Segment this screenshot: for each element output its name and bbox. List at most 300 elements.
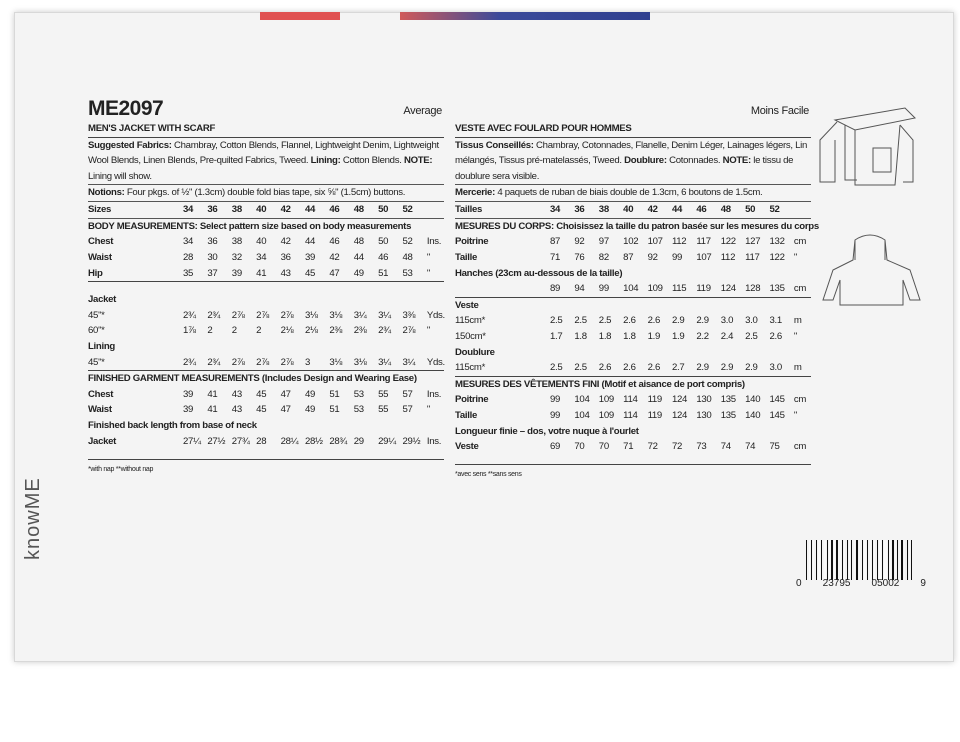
value-cell: 135 — [769, 283, 785, 295]
barcode-number — [796, 578, 926, 589]
value-cell: 3 — [304, 356, 310, 368]
row-label: Taille — [455, 252, 478, 264]
paragraph-text: 4 paquets de ruban de biais double de 1.3cm, 6 boutons de 1.5cm. — [494, 187, 763, 199]
value-cell: 140 — [745, 409, 761, 421]
barcode-bar — [842, 540, 843, 580]
value-cell: 109 — [647, 283, 663, 295]
barcode-bar — [890, 540, 891, 580]
value-cell: 3.0 — [720, 315, 734, 327]
value-cell: 3¼ — [378, 309, 391, 321]
measurement-row — [88, 265, 444, 282]
value-cell: 2¾ — [207, 309, 221, 321]
value-cell: 140 — [745, 394, 761, 406]
value-cell: 2.5 — [574, 315, 587, 327]
value-cell: 122 — [720, 236, 736, 248]
barcode-bar — [907, 540, 908, 580]
barcode-bar — [901, 540, 903, 580]
value-cell: 99 — [550, 394, 561, 406]
paragraph-label: Doublure: — [621, 155, 667, 167]
value-cell: 38 — [231, 204, 242, 216]
value-cell: 2.5 — [550, 362, 563, 374]
barcode-bar — [877, 540, 878, 580]
barcode-bar — [874, 540, 875, 580]
measurement-row — [455, 313, 811, 329]
value-cell: 130 — [696, 409, 712, 421]
value-cell: 3⅜ — [402, 309, 416, 321]
barcode-bar — [844, 540, 846, 580]
barcode-bar — [888, 540, 889, 580]
barcode-bar — [806, 540, 807, 580]
value-cell: 2.2 — [696, 331, 709, 343]
value-cell: 28½ — [304, 435, 323, 447]
measurement-row — [88, 387, 444, 403]
value-cell: 2⅞ — [402, 325, 416, 337]
barcode-bar — [813, 540, 814, 580]
value-cell: 27½ — [207, 435, 226, 447]
section-heading: MESURES DES VÊTEMENTS FINI (Motif et aisance de port compris) — [455, 378, 745, 390]
footnote: *with nap **without nap — [88, 465, 154, 473]
section-heading: MESURES DU CORPS: Choisissez la taille du patron basée sur les mesures du corps — [455, 220, 819, 232]
value-cell: 2.6 — [623, 315, 636, 327]
value-cell: 72 — [647, 441, 658, 453]
value-cell: 27¼ — [183, 435, 201, 447]
value-cell: 52 — [769, 204, 780, 216]
value-cell: 45 — [304, 267, 316, 279]
measurement-row — [88, 250, 444, 266]
value-cell: 53 — [353, 388, 364, 400]
value-cell: 112 — [671, 236, 687, 248]
value-cell: 28 — [183, 252, 194, 264]
value-cell: 51 — [329, 404, 340, 416]
value-cell: 40 — [256, 204, 267, 216]
color-strip — [400, 12, 650, 20]
value-cell: 36 — [207, 204, 218, 216]
value-cell: 35 — [183, 267, 194, 279]
value-cell: 2.6 — [647, 362, 660, 374]
value-cell: 28 — [256, 435, 267, 447]
section-heading: Hanches (23cm au-dessous de la taille) — [455, 267, 623, 279]
value-cell: 69 — [550, 441, 561, 453]
value-cell: 2¾ — [207, 356, 221, 368]
unit-label: Ins. — [426, 435, 442, 447]
value-cell: 117 — [745, 252, 760, 264]
value-cell: 3⅛ — [329, 309, 343, 321]
value-cell: 2.5 — [598, 315, 612, 327]
barcode-bar — [895, 540, 896, 580]
section-heading: VESTE AVEC FOULARD POUR HOMMES — [455, 121, 811, 138]
unit-label: Ins. — [426, 388, 442, 400]
barcode-digit: 0 — [796, 578, 802, 589]
value-cell: 46 — [329, 204, 340, 216]
value-cell: 49 — [353, 267, 364, 279]
value-cell: 2.6 — [623, 362, 636, 374]
value-cell: 107 — [647, 236, 663, 248]
value-cell: 2⅛ — [304, 325, 318, 337]
paragraph-label: NOTE: — [720, 155, 751, 167]
value-cell: 71 — [623, 441, 634, 453]
value-cell: 2¾ — [183, 356, 196, 368]
value-cell: 3.0 — [769, 362, 782, 374]
value-cell: 130 — [696, 394, 712, 406]
value-cell: 44 — [304, 236, 316, 248]
value-cell: 47 — [280, 388, 291, 400]
value-cell: 46 — [696, 204, 707, 216]
value-cell: 73 — [696, 441, 707, 453]
unit-label: " — [793, 409, 798, 421]
value-cell: 48 — [402, 252, 413, 264]
row-label: Waist — [88, 404, 112, 416]
value-cell: 50 — [378, 204, 389, 216]
unit-label: " — [793, 331, 798, 343]
value-cell: 3¼ — [353, 309, 367, 321]
row-label: Tailles — [455, 204, 483, 216]
unit-label: cm — [793, 394, 807, 406]
barcode-bar — [809, 540, 810, 580]
info-paragraph — [455, 185, 811, 202]
paragraph-text: Cotton Blends. — [340, 155, 402, 167]
barcode-bar — [897, 540, 898, 580]
value-cell: 43 — [280, 267, 291, 279]
value-cell: 34 — [256, 252, 267, 264]
value-cell: 2.9 — [745, 362, 758, 374]
value-cell: 49 — [304, 388, 316, 400]
value-cell: 75 — [769, 441, 780, 453]
paragraph-label: NOTE: — [401, 155, 433, 167]
value-cell: 46 — [329, 236, 340, 248]
value-cell: 41 — [256, 267, 267, 279]
measurement-row — [455, 329, 811, 345]
value-cell: 2¾ — [183, 309, 196, 321]
section-heading: Jacket — [88, 294, 117, 306]
value-cell: 2⅞ — [280, 309, 294, 321]
value-cell: 122 — [769, 252, 785, 264]
unit-label: cm — [793, 283, 807, 295]
value-cell: 40 — [256, 236, 267, 248]
value-cell: 28¾ — [329, 435, 348, 447]
unit-label: " — [426, 267, 431, 279]
row-label: Poitrine — [455, 236, 489, 248]
row-label: 150cm* — [455, 331, 486, 343]
barcode-bar — [824, 540, 826, 580]
value-cell: 2.5 — [574, 362, 587, 374]
value-cell: 109 — [598, 394, 614, 406]
value-cell: 119 — [647, 409, 662, 421]
barcode-bar — [882, 540, 883, 580]
value-cell: 135 — [720, 394, 736, 406]
barcode-bar — [856, 540, 858, 580]
value-cell: 36 — [207, 236, 218, 248]
value-cell: 53 — [353, 404, 364, 416]
row-label: Waist — [88, 252, 112, 264]
value-cell: 38 — [231, 236, 242, 248]
row-label: Chest — [88, 388, 114, 400]
value-cell: 119 — [696, 283, 711, 295]
value-cell: 117 — [696, 236, 711, 248]
value-cell: 72 — [671, 441, 683, 453]
paragraph-label: Tissus Conseillés: — [455, 139, 534, 151]
barcode-digit: 9 — [920, 578, 926, 589]
value-cell: 145 — [769, 394, 785, 406]
value-cell: 104 — [574, 394, 590, 406]
measurement-row — [455, 408, 811, 424]
divider — [88, 459, 444, 460]
value-cell: 53 — [402, 267, 413, 279]
value-cell: 45 — [256, 388, 267, 400]
barcode-bar — [849, 540, 850, 580]
value-cell: 48 — [720, 204, 731, 216]
value-cell: 37 — [207, 267, 218, 279]
value-cell: 135 — [720, 409, 736, 421]
value-cell: 2 — [207, 325, 213, 337]
unit-label: cm — [793, 236, 807, 248]
barcode-bar — [854, 540, 856, 580]
value-cell: 2.6 — [769, 331, 782, 343]
value-cell: 39 — [304, 252, 316, 264]
value-cell: 70 — [574, 441, 585, 453]
barcode-bar — [827, 540, 828, 580]
measurement-row — [88, 308, 444, 324]
value-cell: 132 — [769, 236, 785, 248]
value-cell: 115 — [671, 283, 687, 295]
value-cell: 70 — [598, 441, 609, 453]
barcode-bar — [836, 540, 838, 580]
value-cell: 38 — [598, 204, 609, 216]
barcode-bar — [840, 540, 841, 580]
value-cell: 55 — [378, 388, 389, 400]
value-cell: 39 — [183, 388, 194, 400]
barcode-bar — [872, 540, 874, 580]
value-cell: 114 — [623, 394, 638, 406]
value-cell: 2.5 — [745, 331, 758, 343]
color-strip — [260, 12, 340, 20]
value-cell: 128 — [745, 283, 761, 295]
difficulty-level: Average — [403, 105, 442, 117]
paragraph-text: Chambray, Cotonnades, Flanelle, Denim Léger, Lainages légers, Lin mélangés, Tissus pré-matelassés, Tweed. — [455, 139, 808, 167]
value-cell: 45 — [256, 404, 267, 416]
unit-label: " — [426, 252, 431, 264]
value-cell: 2 — [256, 325, 262, 337]
value-cell: 48 — [353, 236, 364, 248]
value-cell: 87 — [623, 252, 634, 264]
value-cell: 76 — [574, 252, 585, 264]
value-cell: 34 — [550, 204, 561, 216]
value-cell: 41 — [207, 404, 218, 416]
value-cell: 3.1 — [769, 315, 782, 327]
value-cell: 27¾ — [231, 435, 250, 447]
section-heading: Veste — [455, 299, 479, 311]
value-cell: 47 — [280, 404, 291, 416]
value-cell: 97 — [598, 236, 609, 248]
value-cell: 41 — [207, 388, 218, 400]
row-label: 115cm* — [455, 315, 486, 327]
value-cell: 114 — [623, 409, 638, 421]
section-heading: Longueur finie – dos, votre nuque à l'ourlet — [455, 425, 639, 437]
value-cell: 2.9 — [696, 362, 709, 374]
value-cell: 2.4 — [720, 331, 734, 343]
value-cell: 36 — [574, 204, 585, 216]
value-cell: 2.5 — [550, 315, 563, 327]
value-cell: 109 — [598, 409, 614, 421]
value-cell: 50 — [378, 236, 389, 248]
paragraph-text: Lining will show. — [88, 170, 152, 182]
value-cell: 32 — [231, 252, 242, 264]
value-cell: 92 — [574, 236, 585, 248]
value-cell: 2⅞ — [231, 309, 245, 321]
value-cell: 1.9 — [647, 331, 660, 343]
value-cell: 119 — [647, 394, 662, 406]
value-cell: 52 — [402, 204, 413, 216]
barcode-bar — [831, 540, 833, 580]
value-cell: 99 — [598, 283, 609, 295]
unit-label: " — [793, 252, 798, 264]
value-cell: 124 — [720, 283, 736, 295]
french-section — [455, 97, 819, 479]
value-cell: 39 — [231, 267, 242, 279]
value-cell: 2 — [231, 325, 237, 337]
value-cell: 34 — [183, 204, 194, 216]
row-label: 45"* — [88, 356, 105, 368]
value-cell: 44 — [671, 204, 683, 216]
barcode-bar — [911, 540, 912, 580]
value-cell: 145 — [769, 409, 785, 421]
value-cell: 47 — [329, 267, 340, 279]
value-cell: 102 — [623, 236, 639, 248]
info-paragraph — [88, 185, 444, 202]
value-cell: 57 — [402, 388, 413, 400]
value-cell: 94 — [574, 283, 585, 295]
value-cell: 43 — [231, 388, 242, 400]
barcode-bar — [859, 540, 860, 580]
measurement-row — [455, 360, 811, 377]
paragraph-label: Lining: — [308, 155, 341, 167]
value-cell: 2.9 — [696, 315, 709, 327]
section-heading: Doublure — [455, 346, 495, 358]
value-cell: 51 — [378, 267, 389, 279]
barcode-bar — [884, 540, 886, 580]
barcode — [806, 540, 914, 580]
brand-logo: knowME — [22, 477, 44, 560]
value-cell: 2⅜ — [329, 325, 343, 337]
value-cell: 43 — [231, 404, 242, 416]
row-label: 60"* — [88, 325, 105, 337]
measurement-row — [455, 281, 811, 298]
value-cell: 42 — [280, 236, 291, 248]
value-cell: 51 — [329, 388, 340, 400]
value-cell: 2.9 — [671, 315, 685, 327]
value-cell: 29½ — [402, 435, 421, 447]
value-cell: 28¼ — [280, 435, 299, 447]
value-cell: 1.8 — [574, 331, 587, 343]
row-label: Hip — [88, 267, 103, 279]
value-cell: 42 — [647, 204, 658, 216]
value-cell: 2⅛ — [280, 325, 294, 337]
measurement-row — [88, 234, 444, 250]
row-label: 115cm* — [455, 362, 486, 374]
unit-label: cm — [793, 441, 807, 453]
value-cell: 3⅛ — [304, 309, 318, 321]
value-cell: 2⅞ — [231, 356, 245, 368]
unit-label: m — [793, 362, 802, 374]
unit-label: " — [426, 404, 431, 416]
value-cell: 3⅛ — [353, 356, 367, 368]
unit-label: Yds. — [426, 356, 445, 368]
paragraph-text: Chambray, Cotton Blends, Flannel, Lightweight Denim, Lightweight Wool Blends, Linen Blends, Pre-quilted Fabrics, Tweed. — [88, 139, 439, 167]
value-cell: 52 — [402, 236, 413, 248]
value-cell: 82 — [598, 252, 609, 264]
measurement-row — [455, 234, 811, 250]
value-cell: 104 — [623, 283, 639, 295]
difficulty-level: Moins Facile — [750, 105, 809, 117]
value-cell: 36 — [280, 252, 291, 264]
measurement-row — [88, 323, 444, 339]
barcode-bar — [904, 540, 905, 580]
jacket-sketch-icon — [815, 100, 925, 315]
value-cell: 112 — [720, 252, 736, 264]
barcode-digits: 05002 — [871, 578, 900, 589]
value-cell: 46 — [378, 252, 389, 264]
value-cell: 2¾ — [378, 325, 391, 337]
value-cell: 2⅜ — [353, 325, 367, 337]
unit-label: Yds. — [426, 309, 445, 321]
value-cell: 3⅛ — [329, 356, 343, 368]
paragraph-label: Suggested Fabrics: — [88, 139, 172, 151]
value-cell: 29 — [353, 435, 364, 447]
measurement-row — [88, 402, 444, 418]
value-cell: 55 — [378, 404, 389, 416]
measurement-row — [455, 392, 811, 408]
measurement-row — [88, 202, 444, 219]
paragraph-label: Notions: — [88, 187, 125, 199]
measurement-row — [455, 202, 811, 219]
measurement-row — [88, 433, 444, 449]
paragraph-text: Four pkgs. of ½" (1.3cm) double fold bias tape, six ⅝" (1.5cm) buttons. — [124, 187, 406, 199]
row-label: Poitrine — [455, 394, 489, 406]
value-cell: 29¼ — [378, 435, 396, 447]
barcode-bar — [834, 540, 835, 580]
row-label: Sizes — [88, 204, 112, 216]
measurement-row — [455, 250, 811, 266]
value-cell: 124 — [671, 394, 688, 406]
value-cell: 3¼ — [378, 356, 391, 368]
value-cell: 2⅞ — [280, 356, 294, 368]
row-label: Chest — [88, 236, 114, 248]
barcode-bar — [879, 540, 881, 580]
value-cell: 2⅞ — [256, 356, 269, 368]
paragraph-text: le tissu de doublure sera visible. — [455, 155, 794, 182]
value-cell: 2.6 — [598, 362, 612, 374]
english-section — [88, 97, 444, 473]
barcode-bar — [864, 540, 866, 580]
value-cell: 42 — [329, 252, 340, 264]
section-heading: FINISHED GARMENT MEASUREMENTS (Includes Design and Wearing Ease) — [88, 373, 417, 385]
barcode-bar — [909, 540, 911, 580]
value-cell: 34 — [183, 236, 194, 248]
unit-label: Ins. — [426, 236, 442, 248]
row-label: Jacket — [88, 435, 117, 447]
row-label: Veste — [455, 441, 479, 453]
value-cell: 49 — [304, 404, 316, 416]
value-cell: 1.8 — [598, 331, 612, 343]
pattern-code: ME2097 — [88, 97, 164, 120]
paragraph-text: Cotonnades. — [666, 155, 721, 167]
value-cell: 92 — [647, 252, 658, 264]
value-cell: 44 — [353, 252, 364, 264]
section-heading: Lining — [88, 341, 115, 353]
value-cell: 40 — [623, 204, 634, 216]
value-cell: 107 — [696, 252, 712, 264]
value-cell: 48 — [353, 204, 364, 216]
value-cell: 99 — [550, 409, 561, 421]
